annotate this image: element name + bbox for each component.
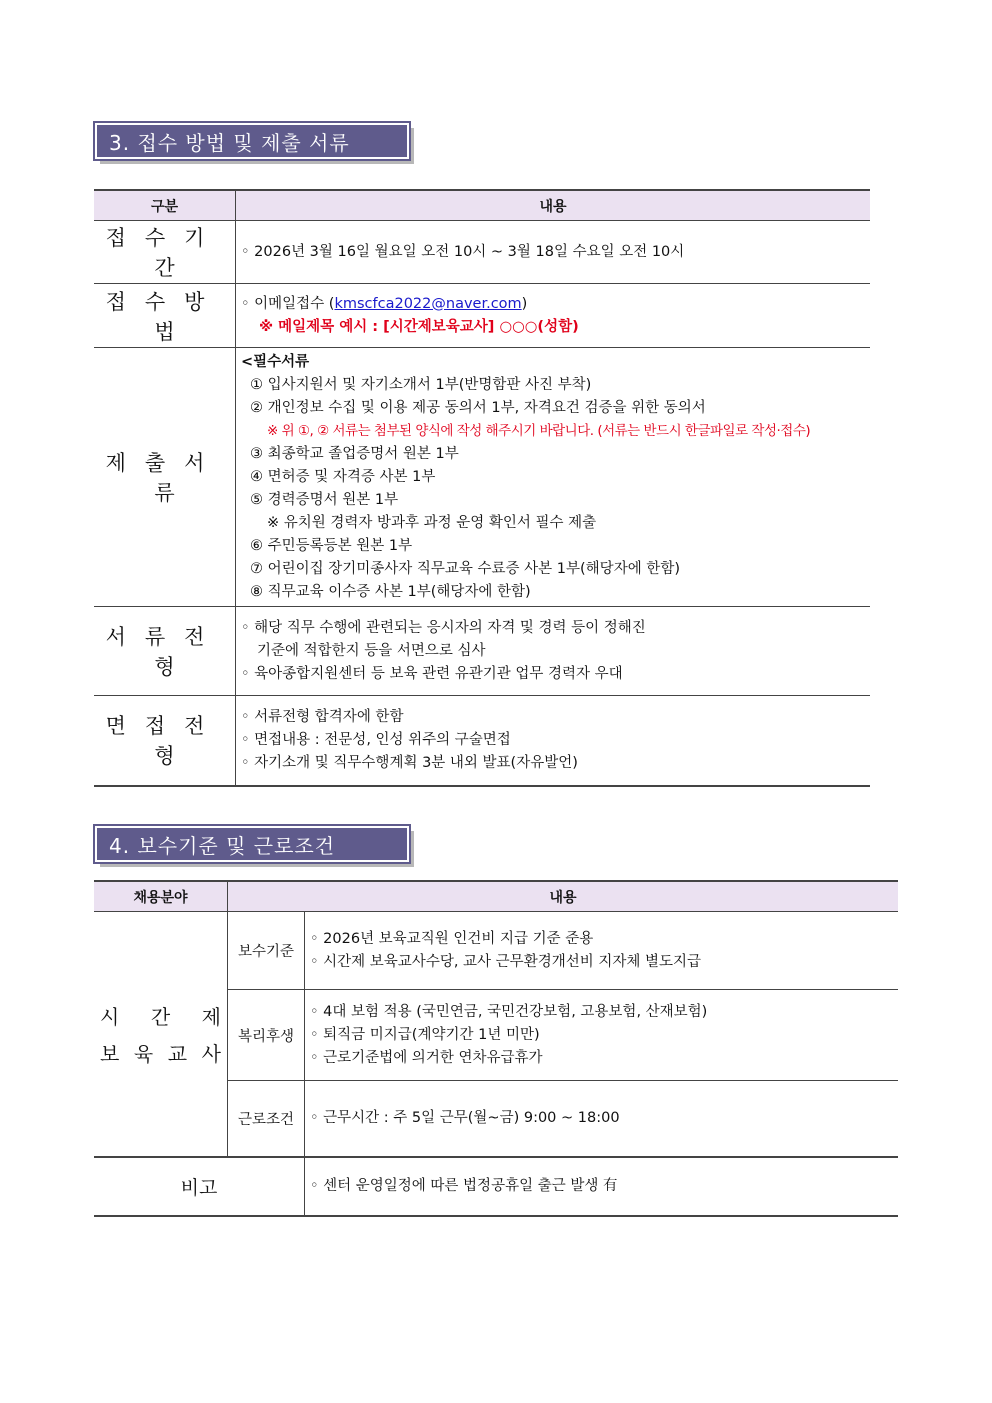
interview-content [236,696,871,786]
welfare-label: 복리후생 [228,990,305,1081]
document-item-5-note: ※ 유치원 경력자 방과후 과정 운영 확인서 필수 제출 [267,514,597,531]
pay-content [305,912,899,990]
document-item-5: ⑤ 경력증명서 원본 1부 [250,491,399,508]
remarks-content [305,1157,899,1216]
documents-heading: <필수서류 [241,353,310,370]
header-content-2: 내용 [228,881,899,912]
period-line: ◦ 2026년 3월 16일 월요일 오전 10시 ~ 3월 18일 수요일 오전 10시 [241,243,685,260]
method-suffix: ) [521,295,528,312]
screening-line-2: 기준에 적합한지 등을 서면으로 심사 [257,642,486,659]
header-category: 구분 [94,190,236,221]
pay-label: 보수기준 [228,912,305,990]
interview-line-1: ◦ 서류전형 합격자에 한함 [241,708,404,725]
conditions-label: 근로조건 [228,1081,305,1157]
document-item-1: ① 입사지원서 및 자기소개서 1부(반명함판 사진 부착) [250,376,592,393]
pay-line-2: ◦ 시간제 보육교사수당, 교사 근무환경개선비 지자체 별도지급 [310,953,701,970]
application-table [94,189,870,787]
method-prefix: ◦ 이메일접수 ( [241,295,335,312]
section-4-title: 4. 보수기준 및 근로조건 [95,826,409,862]
email-link[interactable]: kmscfca2022@naver.com [334,295,522,312]
screening-line-3: ◦ 육아종합지원센터 등 보육 관련 유관기관 업무 경력자 우대 [241,665,623,682]
interview-label: 면접전형 [94,696,236,786]
welfare-content [305,990,899,1081]
pay-line-1: ◦ 2026년 보육교직원 인건비 지급 기준 준용 [310,930,594,947]
screening-line-1: ◦ 해당 직무 수행에 관련되는 응시자의 자격 및 경력 등이 정해진 [241,619,646,636]
period-label: 접수기간 [94,221,236,284]
document-item-8: ⑧ 직무교육 이수증 사본 1부(해당자에 한함) [250,583,531,600]
welfare-line-3: ◦ 근로기준법에 의거한 연차유급휴가 [310,1049,543,1066]
document-item-6: ⑥ 주민등록등본 원본 1부 [250,537,413,554]
document-item-7: ⑦ 어린이집 장기미종사자 직무교육 수료증 사본 1부(해당자에 한함) [250,560,680,577]
screening-label: 서류전형 [94,607,236,696]
conditions-line-1: ◦ 근무시간 : 주 5일 근무(월~금) 9:00 ~ 18:00 [310,1109,620,1126]
period-content [236,221,871,284]
document-item-4: ④ 면허증 및 자격증 사본 1부 [250,468,436,485]
document-item-2: ② 개인정보 수집 및 이용 제공 동의서 1부, 자격요건 검증을 위한 동의서 [250,399,706,416]
interview-line-3: ◦ 자기소개 및 직무수행계획 3분 내외 발표(자유발언) [241,754,578,771]
section-3-title: 3. 접수 방법 및 제출 서류 [95,123,409,159]
compensation-table [94,880,898,1217]
welfare-line-1: ◦ 4대 보험 적용 (국민연금, 국민건강보험, 고용보험, 산재보험) [310,1003,708,1020]
screening-content [236,607,871,696]
field-label: 시 간 제 보 육 교 사 [94,912,228,1157]
welfare-line-2: ◦ 퇴직금 미지급(계약기간 1년 미만) [310,1026,540,1043]
documents-content [236,348,871,607]
remarks-line-1: ◦ 센터 운영일정에 따른 법정공휴일 출근 발생 有 [310,1177,618,1194]
document-item-3: ③ 최종학교 졸업증명서 원본 1부 [250,445,459,462]
documents-label: 제출서류 [94,348,236,607]
interview-line-2: ◦ 면접내용 : 전문성, 인성 위주의 구술면접 [241,731,511,748]
email-subject-note: ※ 메일제목 예시 : [시간제보육교사] ○○○(성함) [259,318,579,335]
remarks-label: 비고 [94,1157,305,1216]
header-field: 채용분야 [94,881,228,912]
conditions-content [305,1081,899,1157]
method-content [236,284,871,348]
header-content: 내용 [236,190,871,221]
document-item-2-note: ※ 위 ①, ② 서류는 첨부된 양식에 작성 해주시기 바랍니다. (서류는 반드시 한글파일로 작성·접수) [267,422,811,439]
method-label: 접수방법 [94,284,236,348]
